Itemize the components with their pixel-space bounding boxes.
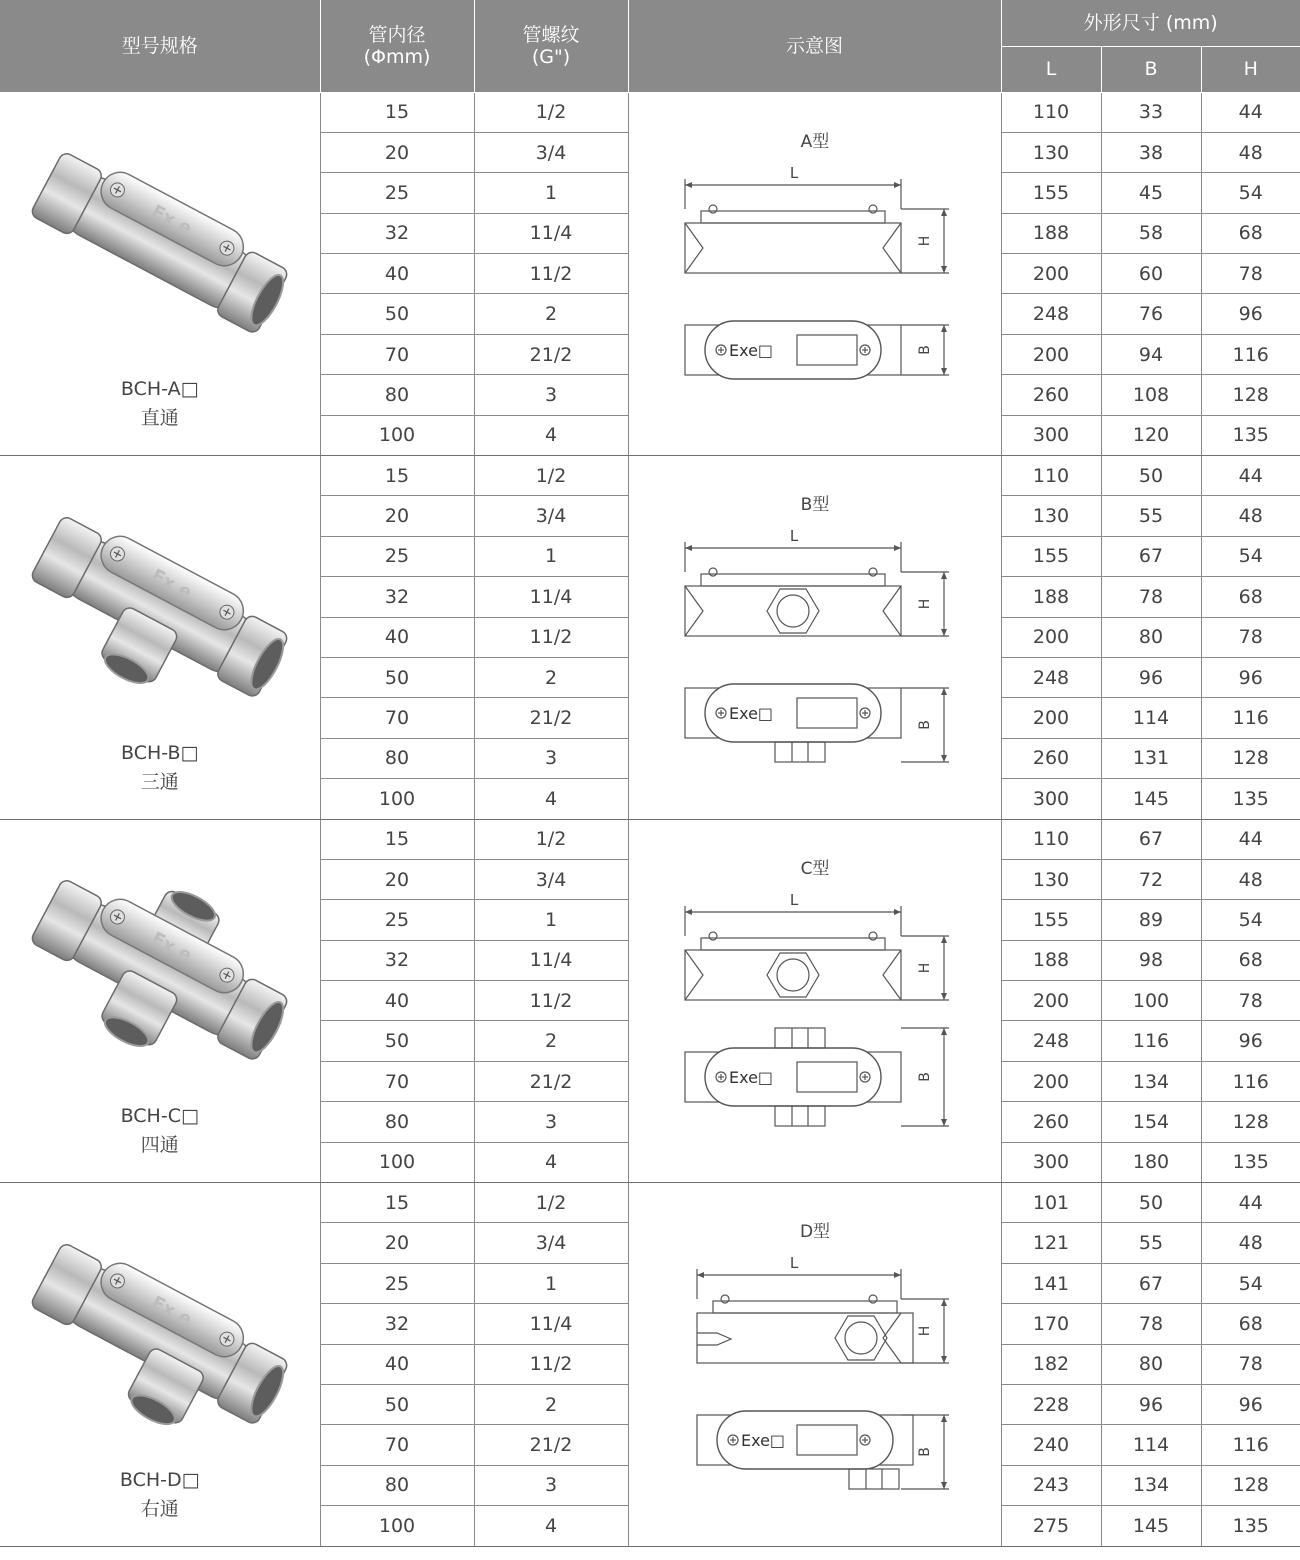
model-name: BCH-C□ — [120, 1105, 199, 1128]
dim-label-H: H — [916, 235, 933, 246]
cell-B: 94 — [1101, 334, 1201, 374]
outlet-stub-top — [775, 1028, 825, 1048]
dim-label-H: H — [916, 598, 933, 610]
cell-thread: 1 — [474, 1263, 628, 1303]
table-header — [0, 0, 1300, 92]
cell-H: 54 — [1201, 173, 1300, 213]
cell-B: 120 — [1101, 415, 1201, 455]
cell-H: 96 — [1201, 1385, 1300, 1425]
cell-thread: 3 — [474, 375, 628, 415]
cell-B: 78 — [1101, 577, 1201, 617]
cell-H: 68 — [1201, 940, 1300, 980]
cell-L: 200 — [1001, 334, 1101, 374]
cell-inner-dia: 100 — [320, 779, 474, 819]
cell-thread: 11/4 — [474, 213, 628, 253]
outlet-stub-bottom — [849, 1469, 899, 1489]
cell-B: 78 — [1101, 1304, 1201, 1344]
diagram-cell — [628, 819, 1001, 1183]
cell-L: 243 — [1001, 1465, 1101, 1505]
cell-thread: 21/2 — [474, 698, 628, 738]
diagram — [629, 93, 1002, 455]
cell-thread: 3/4 — [474, 496, 628, 536]
cell-thread: 3 — [474, 1102, 628, 1142]
cell-thread: 4 — [474, 1142, 628, 1182]
cell-H: 116 — [1201, 1425, 1300, 1465]
cell-L: 110 — [1001, 92, 1101, 132]
cell-B: 50 — [1101, 1183, 1201, 1223]
cell-thread: 4 — [474, 779, 628, 819]
diagram-drawing — [629, 93, 1002, 455]
cell-L: 121 — [1001, 1223, 1101, 1263]
cover-marking: Ex e — [147, 564, 195, 604]
cell-L: 300 — [1001, 1142, 1101, 1182]
cell-inner-dia: 25 — [320, 900, 474, 940]
cell-inner-dia: 20 — [320, 496, 474, 536]
cell-H: 135 — [1201, 415, 1300, 455]
cell-inner-dia: 50 — [320, 294, 474, 334]
cell-H: 135 — [1201, 1142, 1300, 1182]
cell-L: 188 — [1001, 213, 1101, 253]
diagram — [629, 820, 1002, 1182]
model-name: BCH-D□ — [119, 1468, 200, 1491]
cell-inner-dia: 100 — [320, 415, 474, 455]
diagram-title: A型 — [800, 131, 830, 152]
header-thread-line1: 管螺纹 — [522, 23, 580, 46]
diagram — [629, 1183, 1002, 1545]
cell-L: 248 — [1001, 1021, 1101, 1061]
cell-L: 228 — [1001, 1385, 1101, 1425]
outlet-stub-bottom — [775, 1106, 825, 1126]
cell-thread: 1 — [474, 536, 628, 576]
cell-B: 89 — [1101, 900, 1201, 940]
cell-H: 44 — [1201, 1183, 1300, 1223]
diagram-cell — [628, 1183, 1001, 1547]
model-cell — [0, 92, 320, 456]
table-row — [0, 819, 1300, 859]
cell-inner-dia: 20 — [320, 1223, 474, 1263]
cell-L: 110 — [1001, 819, 1101, 859]
diagram-drawing — [629, 820, 1002, 1182]
cell-B: 134 — [1101, 1465, 1201, 1505]
cell-B: 131 — [1101, 738, 1201, 778]
dim-label-H: H — [916, 962, 933, 973]
model-type-name: 直通 — [140, 407, 179, 430]
side-view-body — [685, 223, 901, 273]
cell-inner-dia: 32 — [320, 577, 474, 617]
cell-inner-dia: 80 — [320, 738, 474, 778]
cell-thread: 11/2 — [474, 254, 628, 294]
cell-inner-dia: 15 — [320, 1183, 474, 1223]
cell-B: 96 — [1101, 1385, 1201, 1425]
product-photo — [20, 491, 300, 721]
cell-thread: 1/2 — [474, 1183, 628, 1223]
cell-L: 200 — [1001, 981, 1101, 1021]
cell-H: 116 — [1201, 698, 1300, 738]
cell-thread: 2 — [474, 294, 628, 334]
cell-inner-dia: 40 — [320, 617, 474, 657]
cell-L: 110 — [1001, 456, 1101, 496]
cell-H: 54 — [1201, 900, 1300, 940]
cell-H: 78 — [1201, 254, 1300, 294]
cell-thread: 11/4 — [474, 577, 628, 617]
cell-H: 54 — [1201, 536, 1300, 576]
model-type-name: 四通 — [140, 1134, 179, 1157]
cell-L: 275 — [1001, 1506, 1101, 1546]
cell-L: 188 — [1001, 940, 1101, 980]
diagram-title: D型 — [799, 1222, 831, 1243]
cell-H: 128 — [1201, 375, 1300, 415]
marking-label: Exe□ — [728, 340, 773, 360]
header-B: B — [1101, 46, 1201, 92]
cell-thread: 2 — [474, 1385, 628, 1425]
dim-label-H: H — [916, 1325, 933, 1337]
dim-label-B: B — [916, 1071, 933, 1082]
diagram-cell — [628, 456, 1001, 820]
table-row — [0, 456, 1300, 496]
cell-H: 68 — [1201, 577, 1300, 617]
cell-L: 130 — [1001, 496, 1101, 536]
cell-inner-dia: 15 — [320, 456, 474, 496]
cell-L: 240 — [1001, 1425, 1101, 1465]
cell-thread: 1/2 — [474, 819, 628, 859]
cell-H: 96 — [1201, 657, 1300, 697]
cell-H: 128 — [1201, 1465, 1300, 1505]
cell-inner-dia: 80 — [320, 1102, 474, 1142]
model-name: BCH-A□ — [120, 378, 199, 401]
cell-L: 200 — [1001, 254, 1101, 294]
dim-label-L: L — [789, 527, 798, 546]
diagram-title: B型 — [800, 495, 830, 516]
cell-inner-dia: 32 — [320, 213, 474, 253]
diagram-drawing — [629, 456, 1002, 818]
cell-inner-dia: 15 — [320, 92, 474, 132]
cell-B: 55 — [1101, 1223, 1201, 1263]
product-photo — [20, 127, 300, 357]
cell-thread: 1 — [474, 900, 628, 940]
cell-B: 33 — [1101, 92, 1201, 132]
cell-inner-dia: 25 — [320, 173, 474, 213]
cell-B: 72 — [1101, 859, 1201, 899]
cell-inner-dia: 70 — [320, 334, 474, 374]
table-row — [0, 1183, 1300, 1223]
cell-B: 100 — [1101, 981, 1201, 1021]
cell-H: 68 — [1201, 1304, 1300, 1344]
header-L: L — [1001, 46, 1101, 92]
dim-label-L: L — [789, 163, 798, 182]
cell-inner-dia: 40 — [320, 981, 474, 1021]
header-model: 型号规格 — [0, 0, 320, 92]
model-type-name: 三通 — [140, 770, 179, 793]
cell-H: 44 — [1201, 92, 1300, 132]
cell-L: 200 — [1001, 698, 1101, 738]
cell-thread: 1 — [474, 173, 628, 213]
cell-H: 48 — [1201, 1223, 1300, 1263]
cell-B: 145 — [1101, 1506, 1201, 1546]
diagram-title: C型 — [800, 858, 830, 879]
table-body — [0, 92, 1300, 1546]
model-cell — [0, 456, 320, 820]
model-type-name: 右通 — [140, 1497, 179, 1520]
cell-L: 200 — [1001, 1061, 1101, 1101]
cell-inner-dia: 70 — [320, 1425, 474, 1465]
cell-inner-dia: 25 — [320, 1263, 474, 1303]
cell-H: 116 — [1201, 1061, 1300, 1101]
cell-inner-dia: 80 — [320, 375, 474, 415]
dim-label-B: B — [916, 344, 933, 355]
cell-L: 300 — [1001, 415, 1101, 455]
cell-H: 116 — [1201, 334, 1300, 374]
cell-L: 141 — [1001, 1263, 1101, 1303]
cell-thread: 11/4 — [474, 940, 628, 980]
header-diagram: 示意图 — [628, 0, 1001, 92]
cell-inner-dia: 100 — [320, 1506, 474, 1546]
cell-L: 182 — [1001, 1344, 1101, 1384]
model-name: BCH-B□ — [121, 741, 199, 764]
header-inner-dia-line2: (Φmm) — [363, 45, 431, 68]
cell-inner-dia: 32 — [320, 940, 474, 980]
side-view-body — [685, 586, 901, 636]
cell-inner-dia: 32 — [320, 1304, 474, 1344]
cell-H: 78 — [1201, 617, 1300, 657]
cell-thread: 2 — [474, 1021, 628, 1061]
cell-inner-dia: 70 — [320, 698, 474, 738]
cell-B: 67 — [1101, 1263, 1201, 1303]
cover-marking: Ex e — [147, 201, 195, 240]
cell-B: 180 — [1101, 1142, 1201, 1182]
cell-B: 116 — [1101, 1021, 1201, 1061]
cell-L: 248 — [1001, 294, 1101, 334]
cell-H: 135 — [1201, 779, 1300, 819]
cell-inner-dia: 50 — [320, 1385, 474, 1425]
cell-B: 67 — [1101, 536, 1201, 576]
marking-label: Exe□ — [740, 1431, 785, 1451]
side-view-body — [685, 950, 901, 1000]
cell-thread: 2 — [474, 657, 628, 697]
cell-H: 44 — [1201, 456, 1300, 496]
diagram — [629, 456, 1002, 818]
cell-thread: 3/4 — [474, 132, 628, 172]
cell-L: 170 — [1001, 1304, 1101, 1344]
cell-L: 155 — [1001, 536, 1101, 576]
cell-B: 154 — [1101, 1102, 1201, 1142]
cell-inner-dia: 40 — [320, 1344, 474, 1384]
cell-B: 114 — [1101, 698, 1201, 738]
cell-inner-dia: 100 — [320, 1142, 474, 1182]
cell-B: 134 — [1101, 1061, 1201, 1101]
diagram-cell — [628, 92, 1001, 456]
cell-H: 44 — [1201, 819, 1300, 859]
cell-B: 60 — [1101, 254, 1201, 294]
cell-B: 50 — [1101, 456, 1201, 496]
cell-B: 114 — [1101, 1425, 1201, 1465]
cell-inner-dia: 25 — [320, 536, 474, 576]
cell-L: 260 — [1001, 375, 1101, 415]
cell-H: 48 — [1201, 859, 1300, 899]
model-cell — [0, 1183, 320, 1547]
marking-label: Exe□ — [728, 1067, 773, 1087]
cell-inner-dia: 50 — [320, 657, 474, 697]
cell-inner-dia: 40 — [320, 254, 474, 294]
cell-thread: 1/2 — [474, 92, 628, 132]
cover-marking: Ex e — [147, 928, 195, 967]
cell-B: 80 — [1101, 1344, 1201, 1384]
outlet-stub-bottom — [775, 742, 825, 762]
cell-thread: 3/4 — [474, 1223, 628, 1263]
cell-inner-dia: 15 — [320, 819, 474, 859]
cell-thread: 3 — [474, 1465, 628, 1505]
cell-L: 248 — [1001, 657, 1101, 697]
header-H: H — [1201, 46, 1300, 92]
cell-thread: 11/4 — [474, 1304, 628, 1344]
cell-B: 38 — [1101, 132, 1201, 172]
cell-thread: 1/2 — [474, 456, 628, 496]
cell-H: 48 — [1201, 496, 1300, 536]
table-row — [0, 92, 1300, 132]
header-inner-dia — [320, 0, 474, 92]
cell-thread: 4 — [474, 1506, 628, 1546]
cell-H: 128 — [1201, 738, 1300, 778]
header-inner-dia-line1: 管内径 — [368, 23, 426, 46]
cell-B: 98 — [1101, 940, 1201, 980]
cell-L: 101 — [1001, 1183, 1101, 1223]
diagram-drawing — [629, 1183, 1002, 1545]
product-photo — [20, 1218, 300, 1448]
cell-H: 78 — [1201, 1344, 1300, 1384]
cell-thread: 11/2 — [474, 981, 628, 1021]
cell-B: 55 — [1101, 496, 1201, 536]
cell-B: 58 — [1101, 213, 1201, 253]
cell-thread: 3 — [474, 738, 628, 778]
cell-inner-dia: 70 — [320, 1061, 474, 1101]
dim-label-L: L — [789, 1254, 798, 1273]
dim-label-B: B — [916, 1447, 933, 1457]
cell-thread: 21/2 — [474, 1425, 628, 1465]
cell-L: 260 — [1001, 738, 1101, 778]
cell-H: 78 — [1201, 981, 1300, 1021]
cell-inner-dia: 20 — [320, 859, 474, 899]
cell-thread: 3/4 — [474, 859, 628, 899]
cell-thread: 11/2 — [474, 1344, 628, 1384]
cover-marking: Ex e — [147, 1291, 195, 1331]
cell-B: 96 — [1101, 657, 1201, 697]
cell-thread: 21/2 — [474, 334, 628, 374]
cell-B: 67 — [1101, 819, 1201, 859]
cell-H: 135 — [1201, 1506, 1300, 1546]
cell-B: 80 — [1101, 617, 1201, 657]
cell-H: 68 — [1201, 213, 1300, 253]
cell-B: 108 — [1101, 375, 1201, 415]
cell-inner-dia: 50 — [320, 1021, 474, 1061]
cell-inner-dia: 80 — [320, 1465, 474, 1505]
cell-L: 155 — [1001, 900, 1101, 940]
cell-inner-dia: 20 — [320, 132, 474, 172]
marking-label: Exe□ — [728, 704, 773, 724]
cell-L: 155 — [1001, 173, 1101, 213]
cell-B: 145 — [1101, 779, 1201, 819]
cell-L: 130 — [1001, 132, 1101, 172]
product-photo — [20, 854, 300, 1084]
header-outer-dims: 外形尺寸 (mm) — [1001, 0, 1300, 46]
cell-thread: 4 — [474, 415, 628, 455]
dim-label-L: L — [789, 890, 798, 909]
header-thread — [474, 0, 628, 92]
cell-B: 45 — [1101, 173, 1201, 213]
cell-L: 200 — [1001, 617, 1101, 657]
cell-H: 96 — [1201, 1021, 1300, 1061]
cell-H: 48 — [1201, 132, 1300, 172]
cell-thread: 21/2 — [474, 1061, 628, 1101]
cell-L: 130 — [1001, 859, 1101, 899]
dim-label-B: B — [916, 720, 933, 730]
cell-H: 54 — [1201, 1263, 1300, 1303]
model-cell — [0, 819, 320, 1183]
header-thread-line2: (G") — [531, 45, 571, 68]
cell-L: 260 — [1001, 1102, 1101, 1142]
cell-L: 188 — [1001, 577, 1101, 617]
cell-L: 300 — [1001, 779, 1101, 819]
cell-H: 128 — [1201, 1102, 1300, 1142]
cell-B: 76 — [1101, 294, 1201, 334]
cell-thread: 11/2 — [474, 617, 628, 657]
cell-H: 96 — [1201, 294, 1300, 334]
